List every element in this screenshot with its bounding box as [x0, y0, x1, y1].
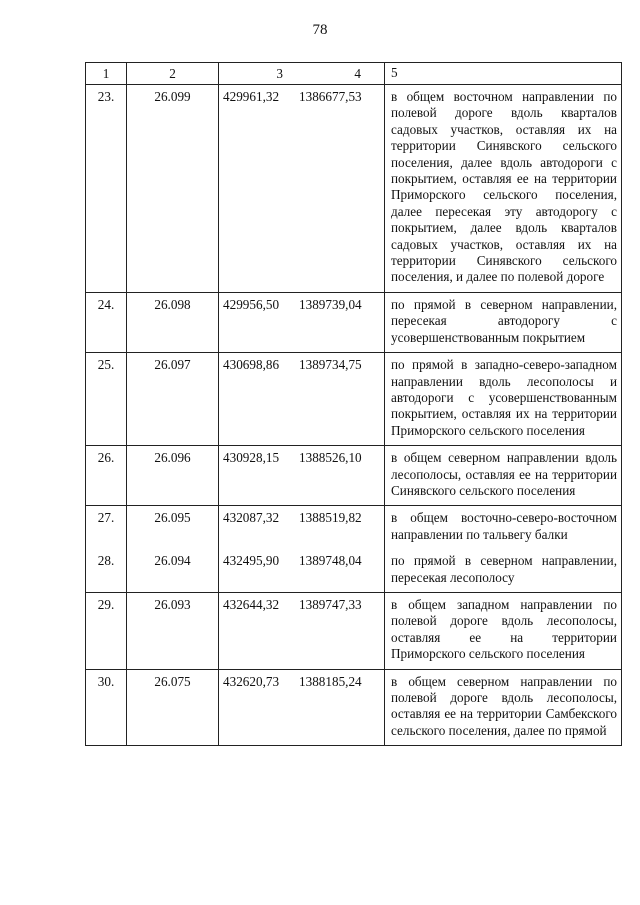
- coordinates: [219, 549, 385, 592]
- coord-y: 1386677,53: [299, 89, 362, 104]
- row-number: 25.: [86, 353, 127, 446]
- point-id: 26.093: [127, 592, 219, 669]
- coordinates: [219, 506, 385, 549]
- coordinates: [219, 85, 385, 293]
- table-row: [86, 353, 622, 446]
- coordinates: [219, 446, 385, 506]
- description: в общем восточном направлении по полевой дороге вдоль кварталов садовых участков, оставляя их на территории Синявского сельского поселения, далее вдоль автодороги с покрытием, оставляя ее на территории Приморского сельского поселения, далее пересекая эту автодорогу с покрытием, далее вдоль кварталов садовых участков, оставляя их на территории Синявского сельского поселения, и далее по полевой дороге: [385, 85, 622, 293]
- table-row: [86, 85, 622, 293]
- coord-x: 430928,15: [223, 450, 280, 466]
- coord-y: 1389748,04: [299, 553, 362, 569]
- coord-y: 1388526,10: [299, 450, 362, 466]
- table-row: [86, 592, 622, 669]
- point-id: 26.094: [127, 549, 219, 592]
- header-col-3: 3: [276, 65, 283, 81]
- point-id: 26.095: [127, 506, 219, 549]
- description: в общем западном направлении по полевой дороге вдоль лесополосы, оставляя ее на территории Приморского сельского поселения: [385, 592, 622, 669]
- header-col-5: 5: [385, 63, 622, 85]
- table-row: [86, 446, 622, 506]
- coord-y: 1389734,75: [299, 357, 362, 373]
- point-id: 26.098: [127, 292, 219, 352]
- coord-x: 429956,50: [223, 296, 280, 312]
- coordinates: [219, 353, 385, 446]
- coord-x: 432644,32: [223, 596, 280, 612]
- row-number: 30.: [86, 669, 127, 746]
- description: в общем северном направлении по полевой дороге вдоль лесополосы, оставляя ее на территории Самбекского сельского поселения, далее по прямой: [385, 669, 622, 746]
- header-col-1: 1: [86, 63, 127, 85]
- coord-x: 432495,90: [223, 553, 280, 569]
- row-number: 24.: [86, 292, 127, 352]
- row-number: 27.: [86, 506, 127, 549]
- coord-x: 430698,86: [223, 357, 280, 373]
- coord-y: 1388519,82: [299, 510, 362, 526]
- row-number: 23.: [86, 85, 127, 293]
- description: по прямой в северном направлении, пересекая автодорогу с усовершенствованным покрытием: [385, 292, 622, 352]
- point-id: 26.099: [127, 85, 219, 293]
- coord-y: 1388185,24: [299, 673, 362, 689]
- table-row: [86, 292, 622, 352]
- header-col-2: 2: [127, 63, 219, 85]
- table-header-row: [86, 63, 622, 85]
- description: в общем северном направлении вдоль лесополосы, оставляя ее на территории Синявского сельского поселения: [385, 446, 622, 506]
- boundary-table: [85, 62, 622, 746]
- coord-y: 1389739,04: [299, 296, 362, 312]
- page-number: 78: [312, 22, 328, 38]
- coord-x: 432087,32: [223, 510, 280, 526]
- coord-x: 429961,32: [223, 89, 280, 104]
- table-row: [86, 506, 622, 549]
- coordinates: [219, 292, 385, 352]
- point-id: 26.097: [127, 353, 219, 446]
- table-row: [86, 669, 622, 746]
- row-number: 29.: [86, 592, 127, 669]
- description: по прямой в северном направлении, пересекая лесополосу: [385, 549, 622, 592]
- table-row: [86, 549, 622, 592]
- header-col-3-4: [219, 63, 385, 85]
- coord-x: 432620,73: [223, 673, 280, 689]
- description: в общем восточно-северо-восточном направлении по тальвегу балки: [385, 506, 622, 549]
- row-number: 28.: [86, 549, 127, 592]
- description: по прямой в западно-северо-западном направлении вдоль лесополосы и автодороги с усовершенствованным покрытием, оставляя их на территории Приморского сельского поселения: [385, 353, 622, 446]
- point-id: 26.075: [127, 669, 219, 746]
- coordinates: [219, 592, 385, 669]
- point-id: 26.096: [127, 446, 219, 506]
- row-number: 26.: [86, 446, 127, 506]
- coordinates: [219, 669, 385, 746]
- header-col-4: 4: [354, 65, 361, 81]
- coord-y: 1389747,33: [299, 596, 362, 612]
